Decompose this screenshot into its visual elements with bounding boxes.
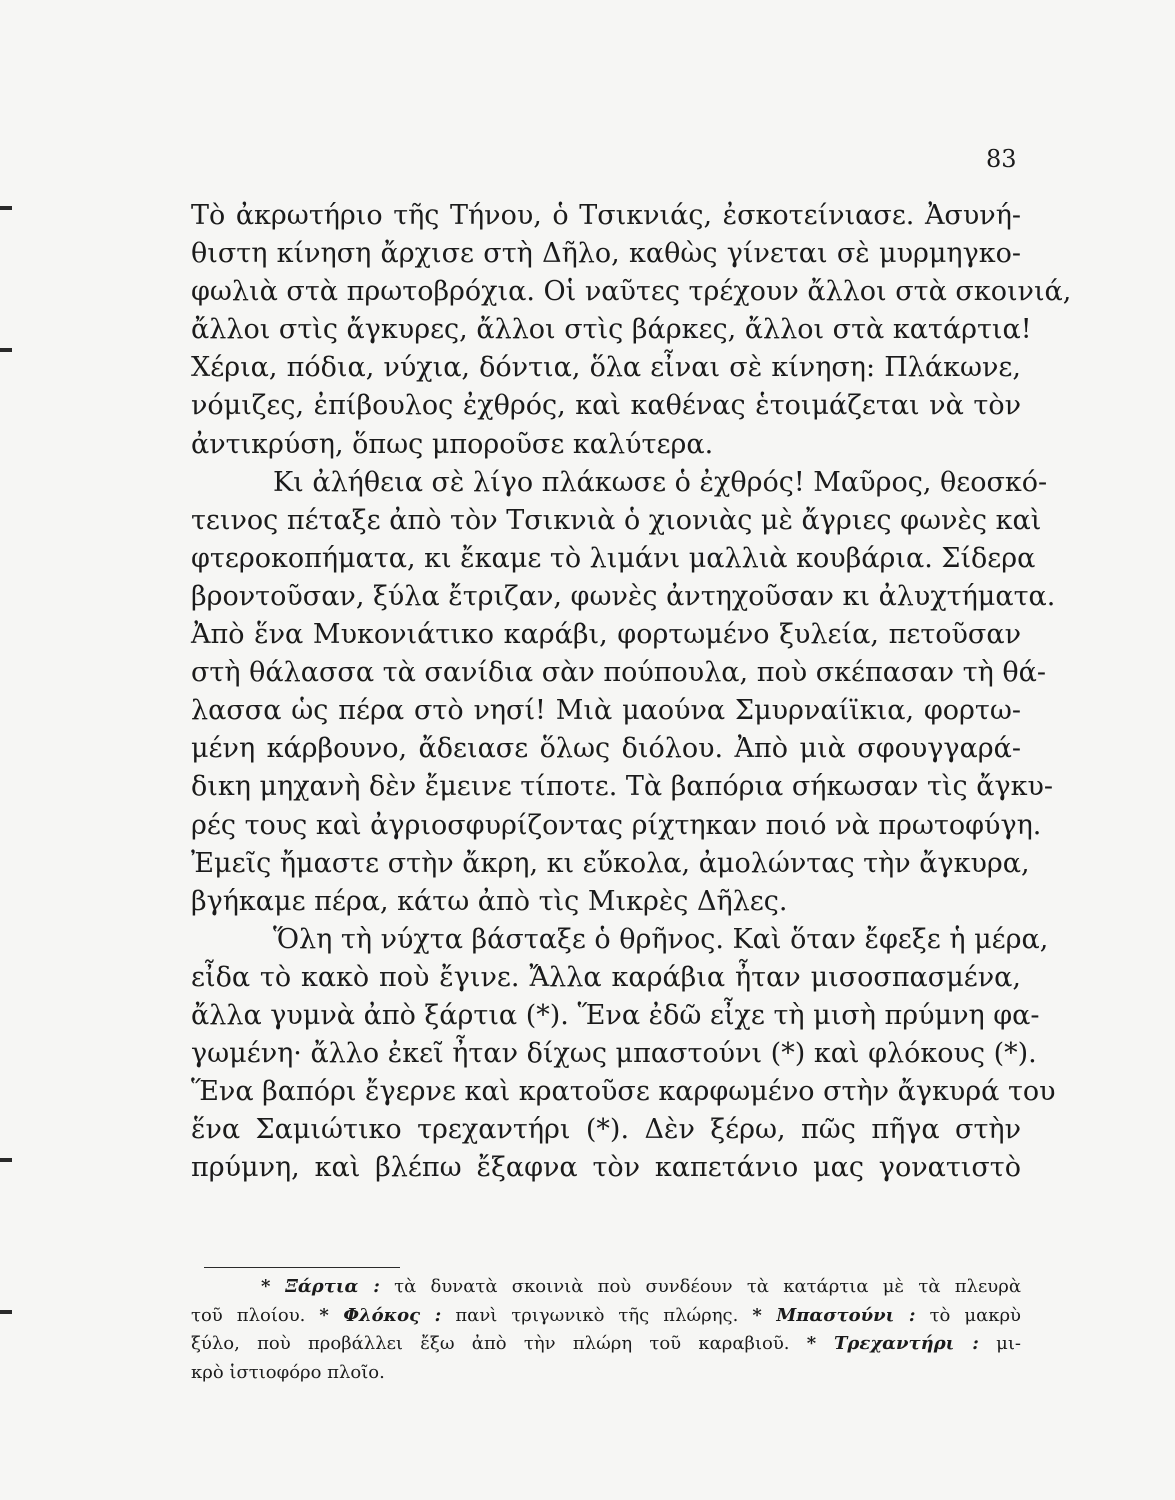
footnote-text: τὰ δυνατὰ σκοινιὰ ποὺ συνδέουν τὰ κατάρτια μὲ τὰ πλευρὰ	[394, 1276, 1021, 1297]
body-text	[191, 197, 1072, 1187]
binding-mark	[0, 1158, 12, 1162]
binding-mark	[0, 206, 12, 210]
text-line: Χέρια, πόδια, νύχια, δόντια, ὅλα εἶναι σὲ κίνηση: Πλάκωνε,	[191, 352, 1021, 384]
text-line: φωλιὰ στὰ πρωτοβρόχια. Οἱ ναῦτες τρέχουν ἄλλοι στὰ σκοινιά,	[191, 276, 1072, 308]
text-line: ἕνα Σαμιώτικο τρεχαντήρι (*). Δὲν ξέρω, πῶς πῆγα στὴν	[191, 1114, 1021, 1146]
footnote-text: ξύλο, ποὺ προβάλλει ἔξω ἀπὸ τὴν πλώρη τοῦ καραβιοῦ.	[191, 1333, 790, 1354]
text-line: τεινος πέταξε ἀπὸ τὸν Τσικνιὰ ὁ χιονιὰς μὲ ἄγριες φωνὲς καὶ	[191, 504, 1042, 536]
text-line: Κι ἀλήθεια σὲ λίγο πλάκωσε ὁ ἐχθρός! Μαῦρος, θεοσκό-	[273, 466, 1048, 498]
page-number: 83	[986, 145, 1017, 173]
footnote-text: τὸ μακρὺ	[929, 1304, 1022, 1326]
footnote-term: * Μπαστούνι :	[752, 1304, 916, 1326]
footnote-text: μι-	[996, 1333, 1021, 1354]
text-line: Τὸ ἀκρωτήριο τῆς Τήνου, ὁ Τσικνιάς, ἐσκοτείνιασε. Ἀσυνή-	[191, 200, 1021, 231]
text-line: βροντοῦσαν, ξύλα ἔτριζαν, φωνὲς ἀντηχοῦσαν κι ἀλυχτήματα.	[191, 580, 1056, 612]
binding-mark	[0, 348, 12, 352]
footnote-text: τοῦ πλοίου.	[191, 1304, 306, 1326]
footnotes	[191, 1273, 1021, 1387]
text-line: εἶδα τὸ κακὸ ποὺ ἔγινε. Ἄλλα καράβια ἦταν μισοσπασμένα,	[191, 961, 1021, 993]
text-line: πρύμνη, καὶ βλέπω ἔξαφνα τὸν καπετάνιο μας γονατιστὸ	[191, 1152, 1021, 1184]
footnote-line	[191, 1330, 1021, 1359]
footnote-line	[191, 1273, 1021, 1302]
text-line: Ἐμεῖς ἤμαστε στὴν ἄκρη, κι εὔκολα, ἀμολώντας τὴν ἄγκυρα,	[191, 847, 1030, 879]
footnote-text: πανὶ τριγωνικὸ τῆς πλώρης.	[455, 1304, 739, 1326]
footnote-rule	[204, 1267, 400, 1268]
footnote-term: * Τρεχαντήρι :	[806, 1333, 979, 1354]
text-line: δικη μηχανὴ δὲν ἔμεινε τίποτε. Τὰ βαπόρια σήκωσαν τὶς ἄγκυ-	[191, 771, 1054, 803]
text-line: Ὅλη τὴ νύχτα βάσταξε ὁ θρῆνος. Καὶ ὅταν ἔφεξε ἡ μέρα,	[273, 923, 1049, 955]
text-line: λασσα ὡς πέρα στὸ νησί! Μιὰ μαούνα Σμυρναίϊκια, φορτω-	[191, 695, 1021, 727]
footnote-term: * Φλόκος :	[319, 1304, 442, 1326]
text-line: Ἕνα βαπόρι ἔγερνε καὶ κρατοῦσε καρφωμένο στὴν ἄγκυρά του	[191, 1076, 1056, 1108]
text-line: μένη κάρβουνο, ἄδειασε ὅλως διόλου. Ἀπὸ μιὰ σφουγγαρά-	[191, 733, 1021, 765]
binding-mark	[0, 1310, 12, 1314]
text-line: ρές τους καὶ ἀγριοσφυρίζοντας ρίχτηκαν ποιό νὰ πρωτοφύγη.	[191, 809, 1042, 841]
text-line: νόμιζες, ἐπίβουλος ἐχθρός, καὶ καθένας ἑτοιμάζεται νὰ τὸν	[191, 390, 1021, 422]
text-line: Ἀπὸ ἕνα Μυκονιάτικο καράβι, φορτωμένο ξυλεία, πετοῦσαν	[191, 619, 1021, 651]
text-line: φτεροκοπήματα, κι ἔκαμε τὸ λιμάνι μαλλιὰ κουβάρια. Σίδερα	[191, 542, 1036, 574]
text-line: ἄλλα γυμνὰ ἀπὸ ξάρτια (*). Ἕνα ἐδῶ εἶχε τὴ μισὴ πρύμνη φα-	[191, 999, 1040, 1031]
footnote-term: * Ξάρτια :	[261, 1276, 380, 1297]
text-line: ἀντικρύση, ὅπως μποροῦσε καλύτερα.	[191, 428, 714, 460]
footnote-line	[191, 1359, 1021, 1388]
text-line: βγήκαμε πέρα, κάτω ἀπὸ τὶς Μικρὲς Δῆλες.	[191, 885, 788, 917]
footnote-text: κρὸ ἱστιοφόρο πλοῖο.	[191, 1361, 385, 1383]
text-line: γωμένη· ἄλλο ἐκεῖ ἦταν δίχως μπαστούνι (*) καὶ φλόκους (*).	[191, 1038, 1037, 1070]
footnote-line	[191, 1302, 1021, 1331]
text-line: ἄλλοι στὶς ἄγκυρες, ἄλλοι στὶς βάρκες, ἄλλοι στὰ κατάρτια!	[191, 314, 1032, 346]
text-line: στὴ θάλασσα τὰ σανίδια σὰν πούπουλα, ποὺ σκέπασαν τὴ θά-	[191, 657, 1046, 689]
text-line: θιστη κίνηση ἄρχισε στὴ Δῆλο, καθὼς γίνεται σὲ μυρμηγκο-	[191, 238, 1021, 270]
